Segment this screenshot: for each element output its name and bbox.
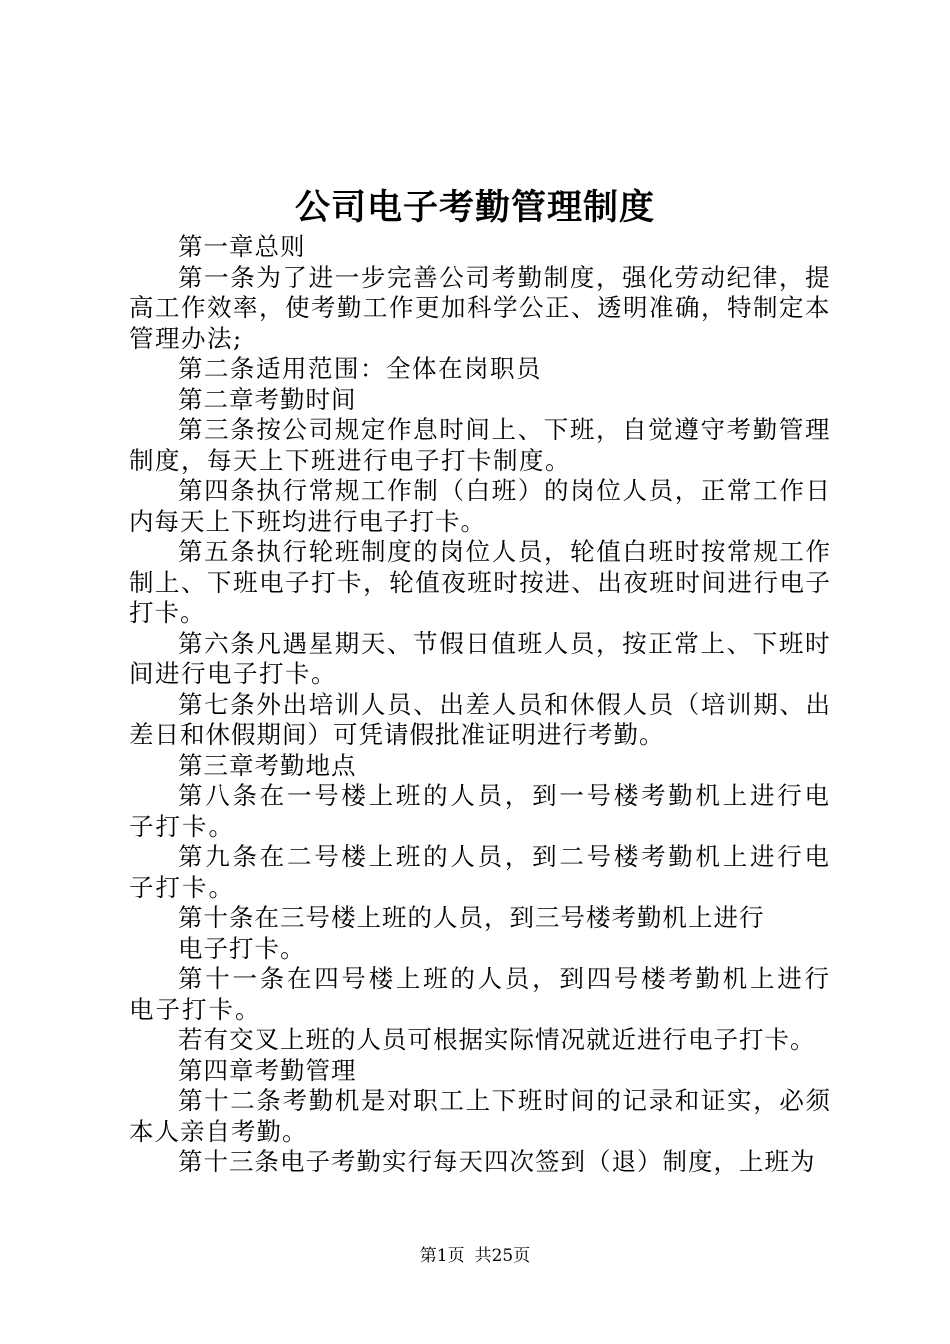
article-paragraph: 第六条凡遇星期天、节假日值班人员，按正常上、下班时间进行电子打卡。 [129, 628, 831, 688]
article-paragraph: 第十条在三号楼上班的人员，到三号楼考勤机上进行 [178, 903, 765, 932]
chapter-heading: 第三章考勤地点 [178, 750, 357, 780]
article-paragraph: 第三条按公司规定作息时间上、下班，自觉遵守考勤管理制度，每天上下班进行电子打卡制度。 [129, 415, 831, 475]
article-paragraph: 第八条在一号楼上班的人员，到一号楼考勤机上进行电子打卡。 [129, 781, 831, 841]
article-paragraph: 第一条为了进一步完善公司考勤制度，强化劳动纪律，提高工作效率，使考勤工作更加科学公正、透明准确，特制定本管理办法; [129, 262, 831, 353]
article-paragraph: 第十二条考勤机是对职工上下班时间的记录和证实，必须本人亲自考勤。 [129, 1086, 831, 1146]
article-paragraph: 第十一条在四号楼上班的人员，到四号楼考勤机上进行电子打卡。 [129, 964, 831, 1024]
article-paragraph: 第九条在二号楼上班的人员，到二号楼考勤机上进行电子打卡。 [129, 842, 831, 902]
document-title: 公司电子考勤管理制度 [294, 187, 655, 228]
article-paragraph: 第七条外出培训人员、出差人员和休假人员（培训期、出差日和休假期间）可凭请假批准证明进行考勤。 [129, 689, 831, 749]
article-paragraph: 第四条执行常规工作制（白班）的岗位人员，正常工作日内每天上下班均进行电子打卡。 [129, 476, 831, 536]
chapter-heading: 第二章考勤时间 [178, 384, 357, 414]
article-paragraph: 第五条执行轮班制度的岗位人员，轮值白班时按常规工作制上、下班电子打卡，轮值夜班时按进、出夜班时间进行电子打卡。 [129, 537, 831, 627]
chapter-heading: 第四章考勤管理 [178, 1055, 357, 1085]
page-number: 第1页 [419, 1246, 465, 1266]
document-body [129, 232, 831, 1178]
article-paragraph: 第十三条电子考勤实行每天四次签到（退）制度，上班为 [178, 1147, 816, 1176]
article-continuation: 电子打卡。 [178, 933, 306, 963]
article-paragraph: 第二条适用范围：全体在岗职员 [178, 354, 542, 383]
chapter-heading: 第一章总则 [178, 232, 306, 261]
page-footer [0, 1244, 950, 1268]
note-paragraph: 若有交叉上班的人员可根据实际情况就近进行电子打卡。 [178, 1025, 816, 1054]
page-total: 共25页 [474, 1246, 531, 1266]
